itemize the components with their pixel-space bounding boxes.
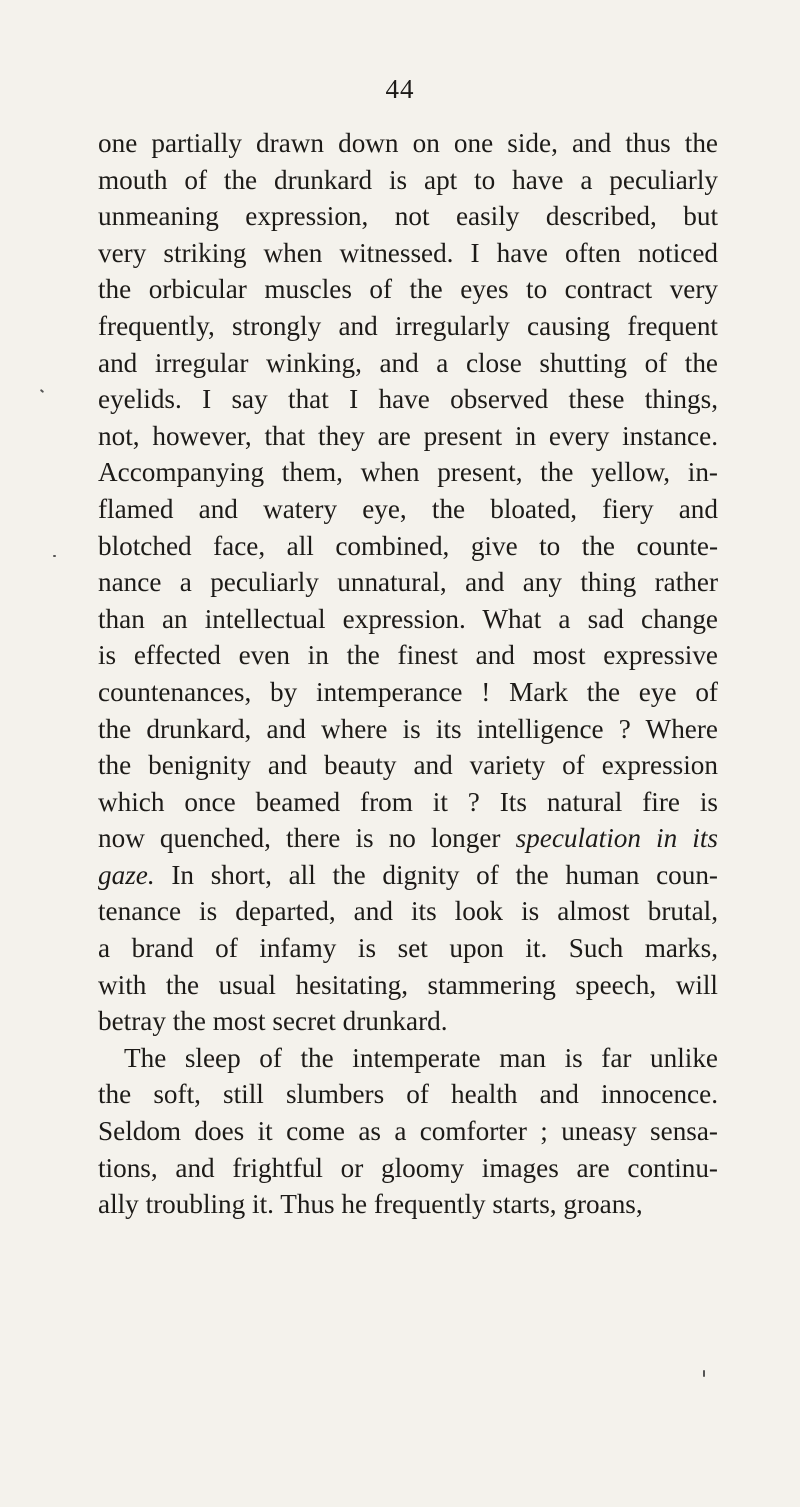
page-number: 44 (385, 74, 415, 104)
margin-speck (703, 1370, 705, 1377)
body-text (98, 125, 718, 1223)
text-line: betray the most secret drunkard. (98, 1006, 448, 1037)
text-line: countenances, by intemperance ! Mark the eye of (98, 676, 718, 707)
text-line (98, 820, 718, 857)
text-line: a brand of infamy is set upon it. Such marks, (98, 933, 718, 964)
text-line: Seldom does it come as a comforter ; uneasy sensa- (98, 1116, 718, 1147)
text-line: blotched face, all combined, give to the counte- (98, 530, 718, 561)
margin-speck (40, 389, 44, 393)
italic-text-run: speculation in its (515, 823, 718, 854)
text-line: the soft, still slumbers of health and innocence. (98, 1079, 718, 1110)
text-line: unmeaning expression, not easily described, but (98, 201, 718, 232)
text-line: frequently, strongly and irregularly causing frequent (98, 310, 718, 341)
text-line: is effected even in the finest and most expressive (98, 640, 718, 671)
text-line: tenance is departed, and its look is almost brutal, (98, 896, 718, 927)
text-line: nance a peculiarly unnatural, and any thing rather (98, 567, 718, 598)
text-line: which once beamed from it ? Its natural fire is (98, 786, 718, 817)
text-line: and irregular winking, and a close shutting of the (98, 347, 718, 378)
text-line: eyelids. I say that I have observed these things, (98, 384, 718, 415)
text-line: with the usual hesitating, stammering speech, will (98, 969, 718, 1000)
text-line: mouth of the drunkard is apt to have a peculiarly (98, 164, 718, 195)
text-line: very striking when witnessed. I have often noticed (98, 237, 718, 268)
text-line: the benignity and beauty and variety of expression (98, 750, 718, 781)
text-line: the orbicular muscles of the eyes to contract very (98, 274, 718, 305)
text-line: not, however, that they are present in every instance. (98, 420, 718, 451)
text-line: ally troubling it. Thus he frequently starts, groans, (98, 1189, 643, 1220)
margin-speck (53, 555, 56, 557)
text-line: flamed and watery eye, the bloated, fiery and (98, 493, 718, 524)
text-run: In short, all the dignity of the human coun- (154, 859, 718, 890)
text-line: The sleep of the intemperate man is far unlike (124, 1042, 718, 1073)
text-line: Accompanying them, when present, the yellow, in- (98, 457, 718, 488)
text-line (98, 857, 718, 894)
text-line: the drunkard, and where is its intelligence ? Where (98, 713, 718, 744)
text-run: now quenched, there is no longer (98, 823, 516, 854)
text-line: tions, and frightful or gloomy images are continu- (98, 1152, 718, 1183)
text-line: than an intellectual expression. What a sad change (98, 603, 718, 634)
italic-text-run: gaze. (98, 859, 155, 890)
text-line: one partially drawn down on one side, and thus the (98, 128, 718, 158)
